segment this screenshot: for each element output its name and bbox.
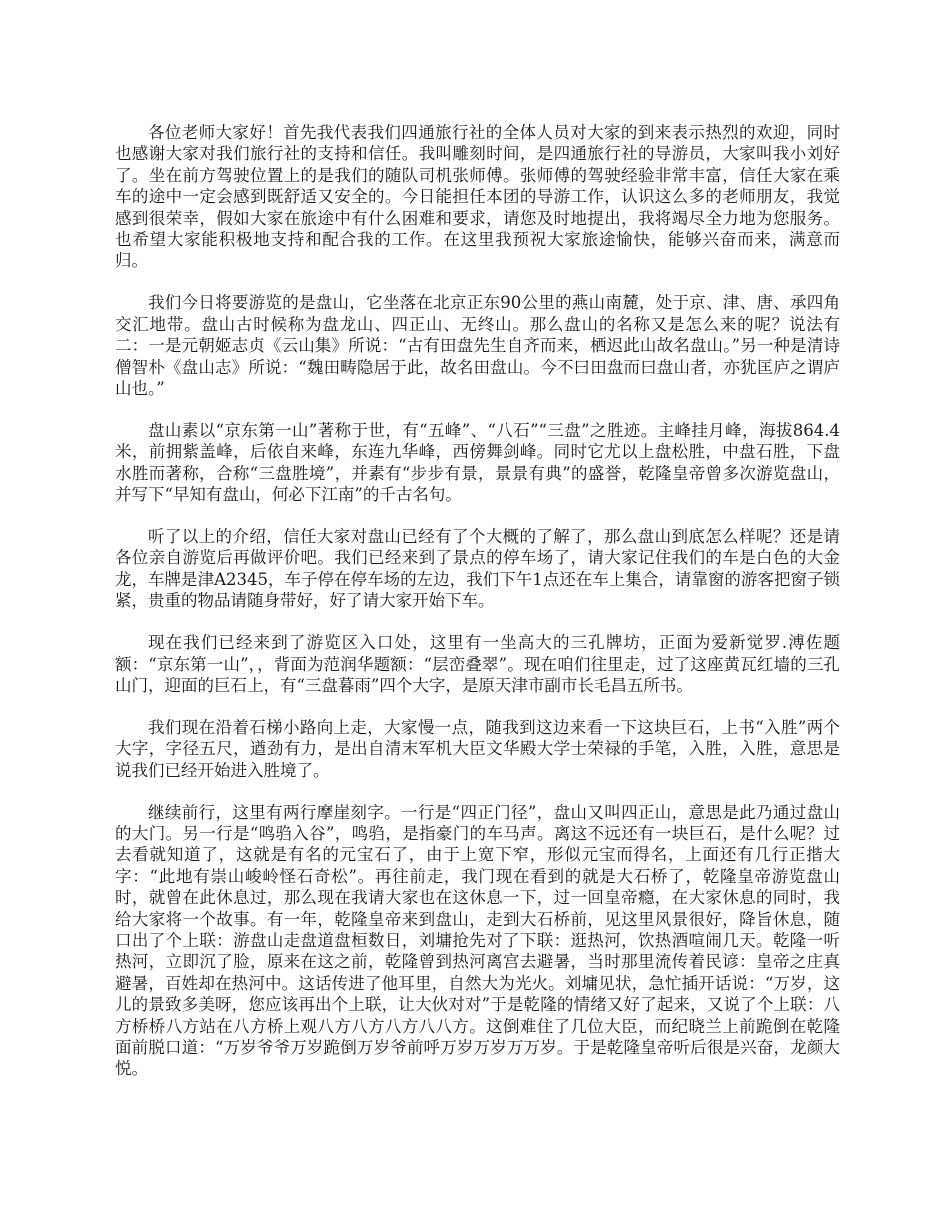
paragraph-rusheng-stone: 我们现在沿着石梯小路向上走，大家慢一点，随我到这边来看一下这块巨石，上书“入胜”两个大字，字径五尺，遒劲有力，是出自清末军机大臣文华殿大学士荣禄的手笔，入胜，入胜，意思是说我们已经开始进入胜境了。 [115,717,840,780]
paragraph-panshan-intro: 我们今日将要游览的是盘山，它坐落在北京正东90公里的燕山南麓，处于京、津、唐、承四角交汇地带。盘山古时候称为盘龙山、四正山、无终山。那么盘山的名称又是怎么来的呢？说法有二：一是元朝姬志贞《云山集》所说：“古有田盘先生自齐而来，栖迟此山故名盘山。”另一种是清诗僧智朴《盘山志》所说：“魏田畴隐居于此，故名田盘山。今不曰田盘而曰盘山者，亦犹匡庐之谓庐山也。” [115,293,840,398]
paragraph-entrance-gate: 现在我们已经来到了游览区入口处，这里有一坐高大的三孔牌坊，正面为爱新觉罗.溥佐题额：“京东第一山”，，背面为范润华题额：“层峦叠翠”。现在咱们往里走，过了这座黄瓦红墙的三孔山门，迎面的巨石上，有“三盘暮雨”四个大字，是原天津市副市长毛昌五所书。 [115,633,840,695]
paragraph-qianlong-story: 继续前行，这里有两行摩崖刻字。一行是“四正门径”，盘山又叫四正山，意思是此乃通过盘山的大门。另一行是“鸣驺入谷”，鸣驺，是指豪门的车马声。离这不远还有一块巨石，是什么呢？过去看就知道了，这就是有名的元宝石了，由于上宽下窄，形似元宝而得名，上面还有几行正揩大字：“此地有崇山峻岭怪石奇松”。再往前走，我门现在看到的就是大石桥了，乾隆皇帝游览盘山时，就曾在此休息过，那么现在我请大家也在这休息一下，过一回皇帝瘾，在大家休息的同时，我给大家将一个故事。有一年，乾隆皇帝来到盘山，走到大石桥前，见这里风景很好，降旨休息，随口出了个上联：游盘山走盘道盘桓数日，刘墉抢先对了下联：逛热河，饮热酒喧闹几天。乾隆一听热河，立即沉了脸，原来在这之前，乾隆曾到热河离宫去避暑，当时那里流传着民谚：皇帝之庄真避暑，百姓却在热河中。这话传进了他耳里，自然大为光火。刘墉见状，急忙插开话说：“万岁，这儿的景致多美呀，您应该再出个上联，让大伙对对”于是乾隆的情绪又好了起来，又说了个上联：八方桥桥八方站在八方桥上观八方八方八方八八方。这倒难住了几位大臣，而纪晓兰上前跪倒在乾隆面前脱口道：“万岁爷爷万岁跪倒万岁爷前呼万岁万岁万万岁。于是乾隆皇帝听后很是兴奋，龙颜大悦。 [115,802,840,1079]
document-body [115,122,840,1100]
paragraph-greeting: 各位老师大家好！首先我代表我们四通旅行社的全体人员对大家的到来表示热烈的欢迎，同时也感谢大家对我们旅行社的支持和信任。我叫雕刻时间，是四通旅行社的导游员，大家叫我小刘好了。坐在前方驾驶位置上的是我们的随队司机张师傅。张师傅的驾驶经验非常丰富，信任大家在乘车的途中一定会感到既舒适又安全的。今日能担任本团的导游工作，认识这么多的老师朋友，我觉感到很荣幸，假如大家在旅途中有什么困难和要求，请您及时地提出，我将竭尽全力地为您服务。也希望大家能积极地支持和配合我的工作。在这里我预祝大家旅途愉快，能够兴奋而来，满意而归。 [115,123,840,271]
paragraph-panshan-fame: 盘山素以“京东第一山”著称于世，有“五峰”、“八石”“三盘”之胜迹。主峰挂月峰，海拔864.4米，前拥紫盖峰，后依自来峰，东连九华峰，西傍舞剑峰。同时它尤以上盘松胜，中盘石胜，下盘水胜而著称，合称“三盘胜境”，并素有“步步有景，景景有典”的盛誉，乾隆皇帝曾多次游览盘山，并写下“早知有盘山，何必下江南”的千古名句。 [115,420,840,505]
paragraph-parking-notice: 听了以上的介绍，信任大家对盘山已经有了个大概的了解了，那么盘山到底怎么样呢？还是请各位亲自游览后再做评价吧。我们已经来到了景点的停车场了，请大家记住我们的车是白色的大金龙，车牌是津A2345，车子停在停车场的左边，我们下午1点还在车上集合，请靠窗的游客把窗子锁紧，贵重的物品请随身带好，好了请大家开始下车。 [115,527,840,611]
